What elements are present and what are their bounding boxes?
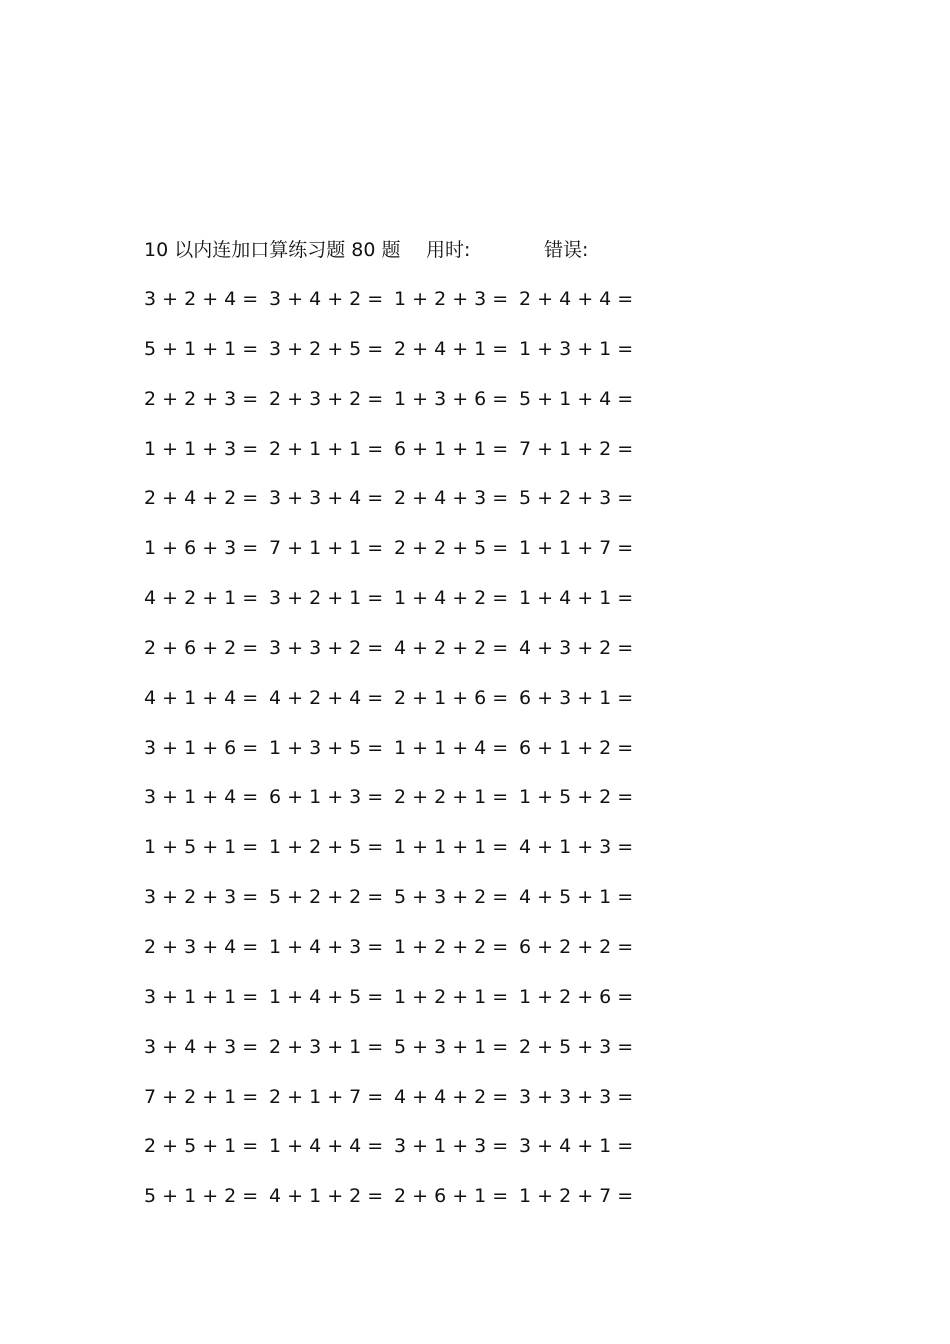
problem-item: 2 + 5 + 1 = xyxy=(144,1135,259,1158)
problem-item: 1 + 2 + 7 = xyxy=(519,1185,634,1208)
problem-item: 1 + 2 + 1 = xyxy=(394,985,509,1008)
problem-item: 4 + 1 + 3 = xyxy=(519,836,634,859)
problem-item: 4 + 3 + 2 = xyxy=(519,636,634,659)
problem-row xyxy=(144,883,664,933)
problem-item: 7 + 1 + 1 = xyxy=(269,537,384,560)
problem-item: 1 + 4 + 1 = xyxy=(519,587,634,610)
problem-item: 3 + 1 + 4 = xyxy=(144,786,259,809)
problem-item: 3 + 3 + 2 = xyxy=(269,636,384,659)
problem-row xyxy=(144,484,664,534)
problem-item: 2 + 3 + 4 = xyxy=(144,935,259,958)
problem-item: 2 + 4 + 3 = xyxy=(394,487,509,510)
problem-row xyxy=(144,285,664,335)
problem-item: 2 + 1 + 6 = xyxy=(394,686,509,709)
problem-item: 3 + 3 + 4 = xyxy=(269,487,384,510)
problem-item: 3 + 1 + 6 = xyxy=(144,736,259,759)
problem-item: 3 + 3 + 3 = xyxy=(519,1085,634,1108)
problem-item: 1 + 2 + 2 = xyxy=(394,935,509,958)
problem-item: 1 + 5 + 2 = xyxy=(519,786,634,809)
problem-row xyxy=(144,385,664,435)
worksheet-title: 10 以内连加口算练习题 80 题 xyxy=(144,239,401,261)
problem-row xyxy=(144,584,664,634)
errors-label: 错误: xyxy=(544,239,589,261)
problem-item: 5 + 1 + 1 = xyxy=(144,337,259,360)
problem-grid xyxy=(144,285,664,1232)
problem-item: 2 + 2 + 1 = xyxy=(394,786,509,809)
problem-item: 1 + 6 + 3 = xyxy=(144,537,259,560)
problem-item: 5 + 1 + 4 = xyxy=(519,387,634,410)
problem-row xyxy=(144,1132,664,1182)
problem-item: 3 + 2 + 4 = xyxy=(144,288,259,310)
problem-row xyxy=(144,1182,664,1232)
problem-item: 5 + 3 + 1 = xyxy=(394,1035,509,1058)
problem-item: 1 + 4 + 5 = xyxy=(269,985,384,1008)
problem-item: 4 + 5 + 1 = xyxy=(519,886,634,909)
problem-row xyxy=(144,734,664,784)
problem-row xyxy=(144,783,664,833)
problem-item: 5 + 2 + 2 = xyxy=(269,886,384,909)
problem-item: 5 + 2 + 3 = xyxy=(519,487,634,510)
problem-row xyxy=(144,1033,664,1083)
problem-item: 3 + 4 + 2 = xyxy=(269,288,384,310)
problem-item: 2 + 5 + 3 = xyxy=(519,1035,634,1058)
problem-row xyxy=(144,335,664,385)
time-used-label: 用时: xyxy=(426,239,471,261)
problem-item: 1 + 3 + 5 = xyxy=(269,736,384,759)
problem-row xyxy=(144,634,664,684)
problem-item: 4 + 4 + 2 = xyxy=(394,1085,509,1108)
problem-item: 6 + 1 + 2 = xyxy=(519,736,634,759)
problem-item: 1 + 1 + 3 = xyxy=(144,437,259,460)
problem-item: 4 + 1 + 4 = xyxy=(144,686,259,709)
problem-item: 2 + 4 + 4 = xyxy=(519,288,634,310)
problem-item: 7 + 2 + 1 = xyxy=(144,1085,259,1108)
problem-item: 4 + 2 + 1 = xyxy=(144,587,259,610)
problem-item: 6 + 2 + 2 = xyxy=(519,935,634,958)
problem-item: 2 + 3 + 1 = xyxy=(269,1035,384,1058)
problem-item: 1 + 5 + 1 = xyxy=(144,836,259,859)
problem-item: 1 + 4 + 4 = xyxy=(269,1135,384,1158)
problem-item: 3 + 1 + 1 = xyxy=(144,985,259,1008)
problem-item: 2 + 6 + 2 = xyxy=(144,636,259,659)
problem-item: 3 + 1 + 3 = xyxy=(394,1135,509,1158)
problem-item: 2 + 1 + 7 = xyxy=(269,1085,384,1108)
problem-item: 1 + 2 + 6 = xyxy=(519,985,634,1008)
problem-item: 1 + 2 + 3 = xyxy=(394,288,509,310)
problem-item: 1 + 1 + 7 = xyxy=(519,537,634,560)
problem-item: 6 + 3 + 1 = xyxy=(519,686,634,709)
problem-item: 2 + 1 + 1 = xyxy=(269,437,384,460)
problem-item: 3 + 4 + 3 = xyxy=(144,1035,259,1058)
problem-item: 7 + 1 + 2 = xyxy=(519,437,634,460)
problem-item: 3 + 2 + 5 = xyxy=(269,337,384,360)
problem-item: 6 + 1 + 3 = xyxy=(269,786,384,809)
problem-row xyxy=(144,534,664,584)
problem-row xyxy=(144,833,664,883)
problem-item: 5 + 3 + 2 = xyxy=(394,886,509,909)
problem-item: 2 + 4 + 1 = xyxy=(394,337,509,360)
problem-item: 5 + 1 + 2 = xyxy=(144,1185,259,1208)
worksheet-header xyxy=(144,236,764,264)
problem-item: 2 + 3 + 2 = xyxy=(269,387,384,410)
problem-row xyxy=(144,684,664,734)
problem-item: 2 + 6 + 1 = xyxy=(394,1185,509,1208)
problem-item: 4 + 2 + 2 = xyxy=(394,636,509,659)
problem-item: 1 + 1 + 4 = xyxy=(394,736,509,759)
problem-row xyxy=(144,983,664,1033)
problem-row xyxy=(144,435,664,485)
problem-item: 1 + 3 + 6 = xyxy=(394,387,509,410)
problem-item: 2 + 4 + 2 = xyxy=(144,487,259,510)
problem-row xyxy=(144,1083,664,1133)
problem-item: 1 + 3 + 1 = xyxy=(519,337,634,360)
problem-item: 6 + 1 + 1 = xyxy=(394,437,509,460)
problem-item: 2 + 2 + 5 = xyxy=(394,537,509,560)
problem-item: 1 + 1 + 1 = xyxy=(394,836,509,859)
problem-item: 1 + 4 + 2 = xyxy=(394,587,509,610)
problem-item: 3 + 4 + 1 = xyxy=(519,1135,634,1158)
problem-row xyxy=(144,933,664,983)
problem-item: 3 + 2 + 1 = xyxy=(269,587,384,610)
problem-item: 4 + 1 + 2 = xyxy=(269,1185,384,1208)
problem-item: 1 + 2 + 5 = xyxy=(269,836,384,859)
problem-item: 1 + 4 + 3 = xyxy=(269,935,384,958)
problem-item: 2 + 2 + 3 = xyxy=(144,387,259,410)
problem-item: 3 + 2 + 3 = xyxy=(144,886,259,909)
problem-item: 4 + 2 + 4 = xyxy=(269,686,384,709)
